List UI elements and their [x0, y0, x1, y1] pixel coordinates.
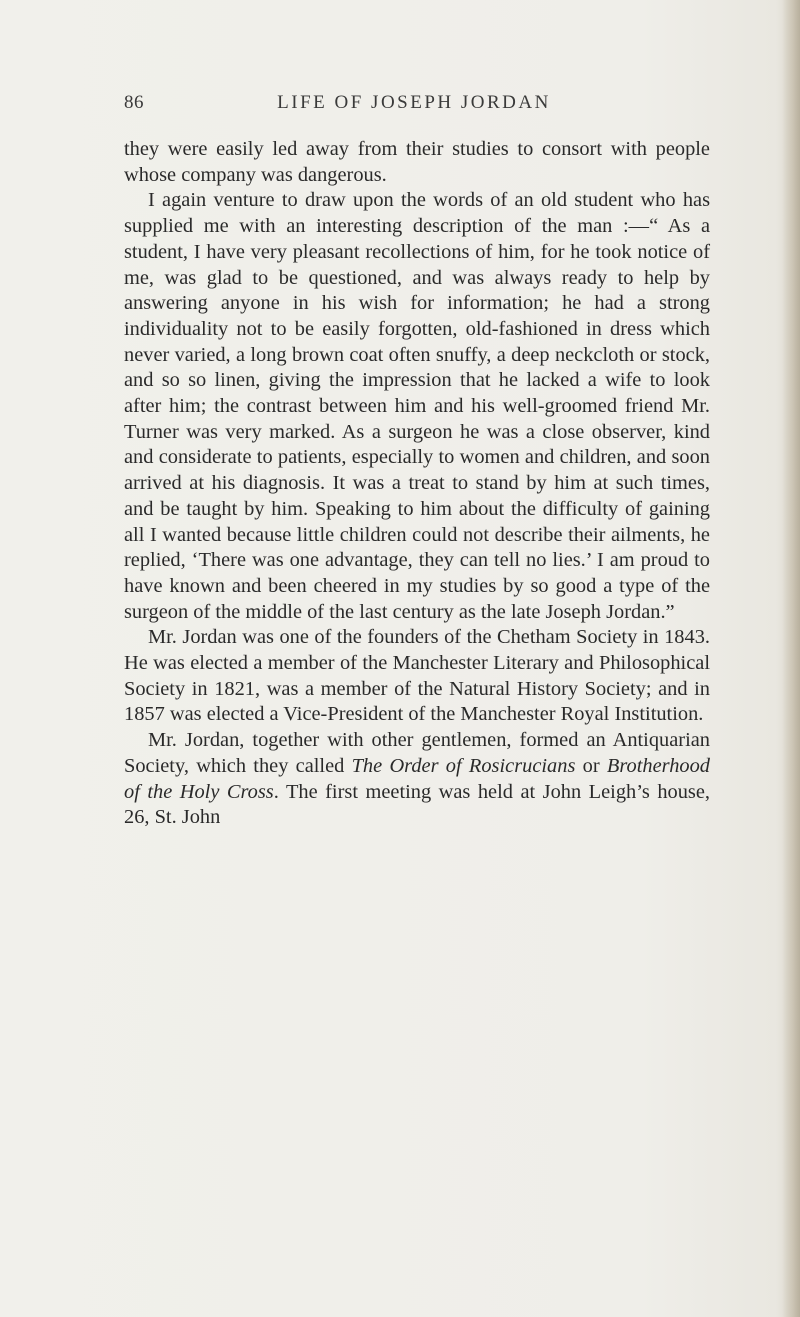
italic-title-rosicrucians: The Order of Rosicrucians	[351, 754, 576, 777]
paragraph-continuation: they were easily led away from their studies to consort with people whose company was dangerous.	[124, 138, 710, 186]
page-header	[124, 92, 704, 122]
page-number: 86	[124, 92, 144, 113]
page-edge-shadow	[782, 0, 800, 1317]
italic-title-holy-cross: Brotherhood of the Holy Cross	[124, 754, 710, 803]
paragraph-societies: Mr. Jordan was one of the founders of the Chetham Society in 1843. He was elected a member of the Manchester Literary and Philosophical Society in 1821, was a member of the Natural History Society; and in 1857 was elected a Vice-President of the Manchester Royal Institution.	[124, 626, 710, 726]
text-segment: or	[575, 754, 607, 777]
running-head: LIFE OF JOSEPH JORDAN	[277, 92, 551, 113]
paragraph-antiquarian-society	[124, 728, 710, 831]
text-segment: Mr. Jordan, together with other gentlemen, formed an Antiquarian Society, which they called	[124, 729, 710, 777]
body-text	[124, 137, 710, 831]
text-segment: . The first meeting was held at John Leigh’s house, 26, St. John	[124, 780, 710, 829]
paragraph-student-recollection: I again venture to draw upon the words of an old student who has supplied me with an interesting description of the man :—“ As a student, I have very pleasant recollections of him, for he took notice of me, was glad to be questioned, and was always ready to help by answering anyone in his wish for information; he had a strong individuality not to be easily forgotten, old-fashioned in dress which never varied, a long brown coat often snuffy, a deep neckcloth or stock, and so so linen, giving the impression that he lacked a wife to look after him; the contrast between him and his well-groomed friend Mr. Turner was very marked. As a surgeon he was a close observer, kind and considerate to patients, especially to women and children, and soon arrived at his diagnosis. It was a treat to stand by him at such times, and be taught by him. Speaking to him about the difficulty of gaining all I wanted because little children could not describe their ailments, he replied, ‘There was one advantage, they can tell no lies.’ I am proud to have known and been cheered in my studies by so good a type of the surgeon of the middle of the last century as the late Joseph Jordan.”	[124, 189, 710, 623]
